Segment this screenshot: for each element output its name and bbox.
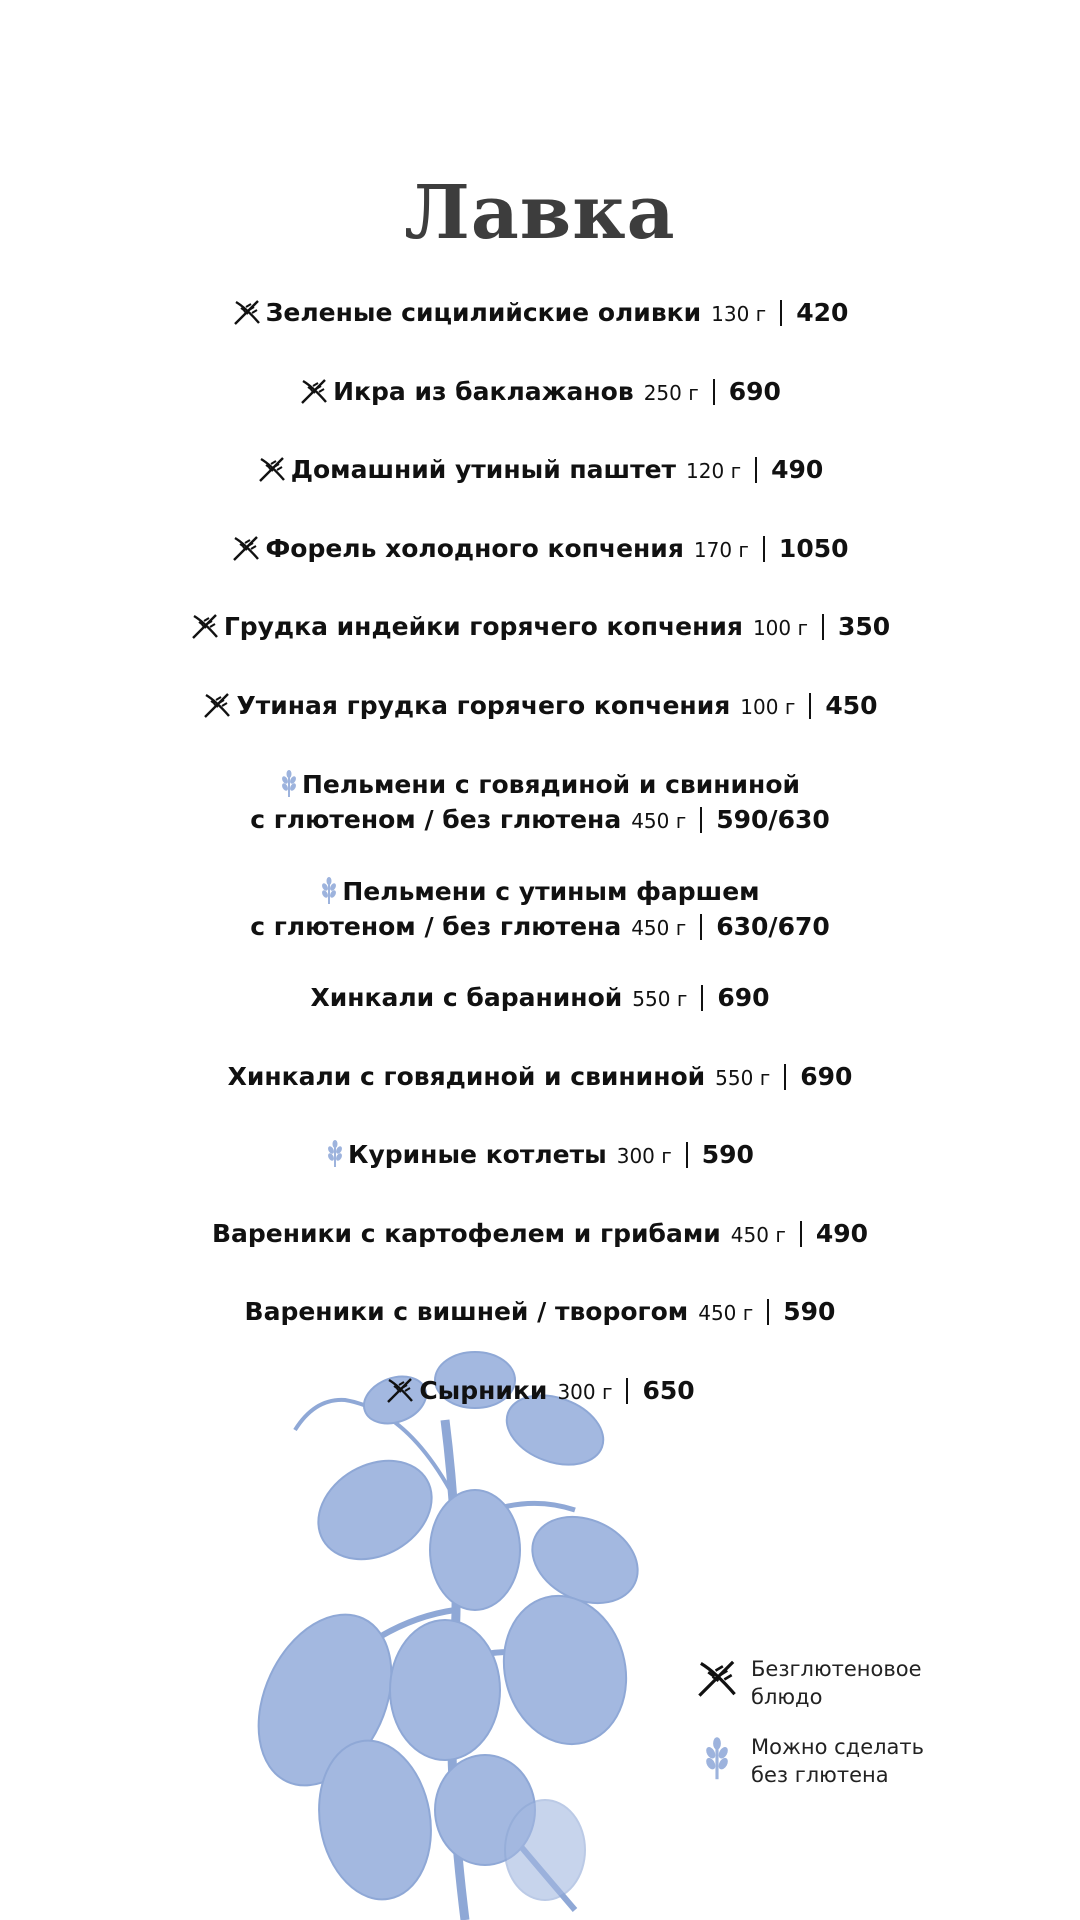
menu-item — [0, 1297, 1080, 1328]
item-weight: 300 г — [616, 1144, 672, 1168]
item-name: Куриные котлеты — [348, 1140, 607, 1169]
item-name: Утиная грудка горячего копчения — [236, 691, 731, 720]
item-name: Хинкали с бараниной — [310, 983, 623, 1012]
divider — [767, 1299, 769, 1325]
item-weight: 550 г — [715, 1066, 771, 1090]
divider — [686, 1142, 688, 1168]
item-price: 590/630 — [716, 805, 830, 834]
divider — [755, 457, 757, 483]
item-line-1 — [0, 877, 1080, 912]
divider — [700, 807, 702, 833]
menu-item — [0, 534, 1080, 569]
divider — [784, 1064, 786, 1090]
item-name: Сырники — [419, 1376, 548, 1405]
divider — [780, 300, 782, 326]
item-price: 690 — [717, 983, 770, 1012]
menu-item — [0, 1376, 1080, 1411]
menu-item — [0, 455, 1080, 490]
gluten-free-icon — [385, 1376, 415, 1411]
divider — [700, 914, 702, 940]
flower-illustration — [255, 1340, 695, 1920]
legend-line: Безглютеновое — [751, 1657, 922, 1681]
legend-line: блюдо — [751, 1685, 823, 1709]
legend-text — [751, 1655, 922, 1711]
item-price: 690 — [800, 1062, 853, 1091]
menu-item — [0, 1219, 1080, 1250]
item-variant: с глютеном / без глютена — [250, 912, 622, 941]
menu-item — [0, 983, 1080, 1014]
gluten-free-icon — [190, 612, 220, 647]
divider — [701, 985, 703, 1011]
item-variant: с глютеном / без глютена — [250, 805, 622, 834]
wheat-icon — [703, 1735, 731, 1787]
divider — [713, 379, 715, 405]
page-title: Лавка — [404, 170, 676, 256]
item-price: 490 — [771, 455, 824, 484]
divider — [809, 693, 811, 719]
item-line-2 — [0, 912, 1080, 943]
legend-line: без глютена — [751, 1763, 889, 1787]
wheat-icon — [280, 770, 298, 805]
item-weight: 100 г — [740, 695, 796, 719]
item-line-2 — [0, 805, 1080, 836]
item-line-1 — [0, 770, 1080, 805]
item-weight: 100 г — [752, 616, 808, 640]
item-price: 650 — [642, 1376, 695, 1405]
gluten-free-icon — [202, 691, 232, 726]
item-name: Пельмени с говядиной и свининой — [301, 770, 801, 799]
item-name: Хинкали с говядиной и свининой — [227, 1062, 706, 1091]
divider — [822, 614, 824, 640]
menu-item — [0, 1062, 1080, 1093]
gluten-free-icon — [232, 298, 262, 333]
item-price: 420 — [796, 298, 849, 327]
legend-text — [751, 1733, 924, 1789]
gluten-free-icon — [695, 1657, 739, 1703]
item-price: 490 — [815, 1219, 869, 1248]
item-weight: 250 г — [643, 381, 699, 405]
item-price: 1050 — [778, 534, 849, 563]
item-name: Форель холодного копчения — [265, 534, 684, 563]
item-name: Грудка индейки горячего копчения — [223, 612, 743, 641]
item-weight: 450 г — [730, 1223, 786, 1247]
item-price: 630/670 — [716, 912, 830, 941]
divider — [763, 536, 765, 562]
gluten-free-icon — [299, 377, 329, 412]
item-name: Пельмени с утиным фаршем — [342, 877, 760, 906]
gluten-free-icon — [257, 455, 287, 490]
gluten-free-icon — [231, 534, 261, 569]
item-weight: 550 г — [632, 987, 688, 1011]
item-price: 350 — [837, 612, 891, 641]
item-weight: 170 г — [693, 538, 749, 562]
item-name: Икра из баклажанов — [333, 377, 634, 406]
divider — [800, 1221, 802, 1247]
wheat-icon — [320, 877, 338, 912]
item-name: Зеленые сицилийские оливки — [265, 298, 702, 327]
menu-item — [0, 877, 1080, 943]
item-name: Домашний утиный паштет — [290, 455, 677, 484]
item-price: 450 — [825, 691, 878, 720]
item-weight: 300 г — [557, 1380, 613, 1404]
divider — [626, 1378, 628, 1404]
item-weight: 130 г — [711, 302, 767, 326]
menu-item — [0, 770, 1080, 836]
wheat-icon — [326, 1140, 344, 1175]
legend-line: Можно сделать — [751, 1735, 925, 1759]
menu-item — [0, 377, 1080, 412]
menu-item — [0, 612, 1080, 647]
menu-item — [0, 691, 1080, 726]
item-name: Вареники с вишней / творогом — [244, 1297, 689, 1326]
item-weight: 450 г — [631, 916, 687, 940]
item-weight: 120 г — [686, 459, 742, 483]
menu-item — [0, 298, 1080, 333]
item-weight: 450 г — [698, 1301, 754, 1325]
item-weight: 450 г — [631, 809, 687, 833]
item-price: 690 — [728, 377, 781, 406]
item-price: 590 — [701, 1140, 754, 1169]
item-name: Вареники с картофелем и грибами — [211, 1219, 721, 1248]
menu-item — [0, 1140, 1080, 1175]
item-price: 590 — [783, 1297, 836, 1326]
